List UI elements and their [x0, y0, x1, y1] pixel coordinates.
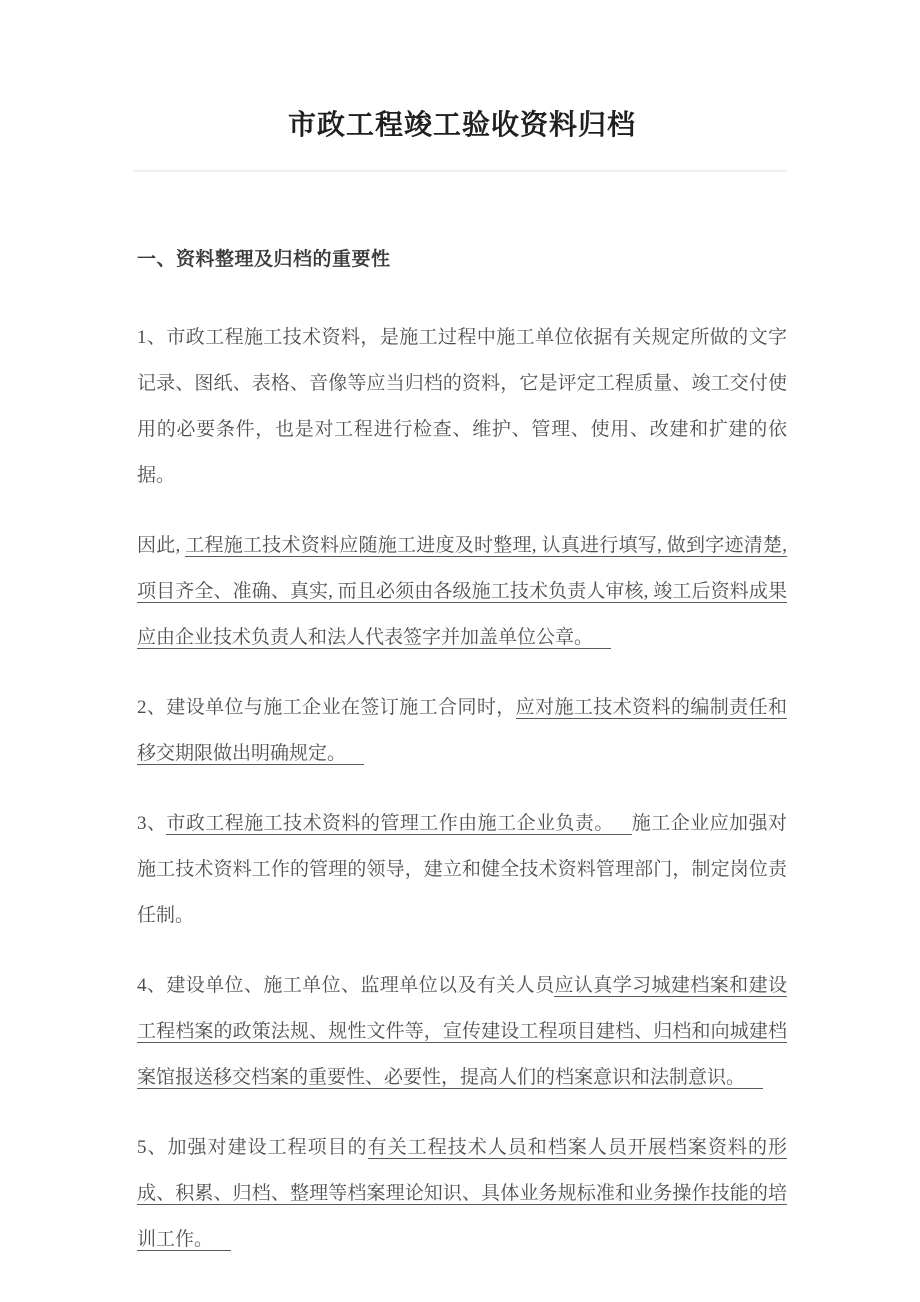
paragraph	[137, 685, 787, 777]
document-title: 市政工程竣工验收资料归档	[287, 110, 636, 141]
paragraph	[137, 963, 787, 1101]
section-heading: 一、资料整理及归档的重要性	[137, 249, 391, 270]
underlined-text-segment: 应对施工技术资料的编制责任和移交期限做出明确规定。	[137, 697, 787, 764]
paragraph	[137, 523, 787, 661]
underlined-text-segment: 工程施工技术资料应随施工进度及时整理, 认真进行填写, 做到字迹清楚, 项目齐全、准确、真实, 而且必须由各级施工技术负责人审核, 竣工后资料成果应由企业技术负责人和法人代表签字并加盖单位公章。	[137, 535, 787, 648]
text-segment: 1、市政工程施工技术资料，是施工过程中施工单位依据有关规定所做的文字记录、图纸、表格、音像等应当归档的资料，它是评定工程质量、竣工交付使用的必要条件，也是对工程进行检查、维护、管理、使用、改建和扩建的依据。	[137, 327, 787, 486]
paragraph	[137, 1125, 787, 1263]
text-segment: 3、	[137, 813, 167, 834]
text-segment: 2、建设单位与施工企业在签订施工合同时，	[137, 697, 516, 718]
document-body	[137, 315, 787, 1263]
underlined-text-segment: 有关工程技术人员和档案人员开展档案资料的形成、积累、归档、整理等档案理论知识、具体业务规标准和业务操作技能的培训工作。	[137, 1137, 787, 1250]
paragraph	[137, 801, 787, 939]
underlined-text-segment: 应认真学习城建档案和建设工程档案的政策法规、规性文件等，宣传建设工程项目建档、归档和向城建档案馆报送移交档案的重要性、必要性，提高人们的档案意识和法制意识。	[137, 975, 787, 1088]
underlined-text-segment: 市政工程施工技术资料的管理工作由施工企业负责。	[166, 813, 631, 835]
text-segment: 施工企业应加强对施工技术资料工作的管理的领导，建立和健全技术资料管理部门，制定岗位责任制。	[137, 813, 787, 926]
text-segment: 因此,	[137, 535, 186, 556]
text-segment: 4、建设单位、施工单位、监理单位以及有关人员	[137, 975, 555, 996]
text-segment: 5、加强对建设工程项目的	[137, 1137, 368, 1158]
title-divider	[133, 170, 787, 172]
paragraph	[137, 315, 787, 499]
